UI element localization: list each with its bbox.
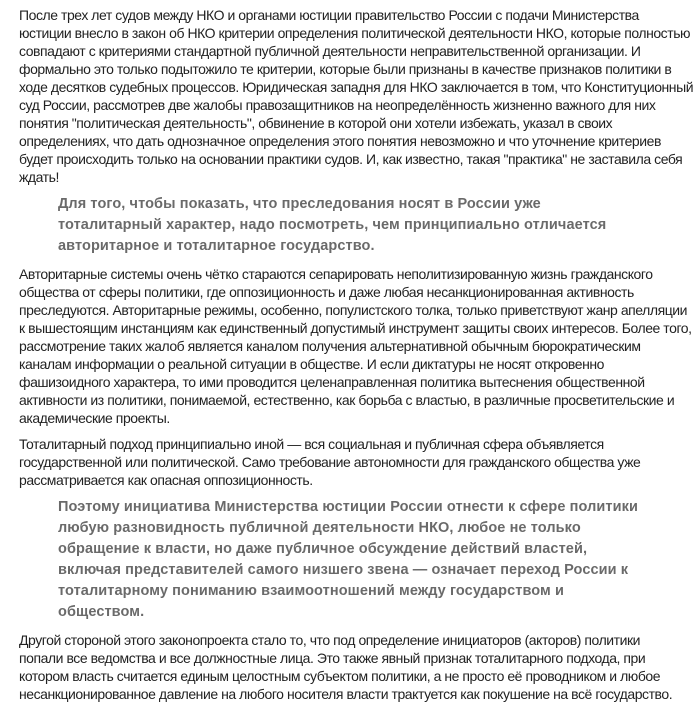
text-line: попали все ведомства и все должностные лица. Это также явный признак тоталитарного подхода, при [19,650,646,666]
text-line: юстиции внесло в закон об НКО критерии определения политической деятельности НКО, которые полностью [19,25,691,41]
text-line: общества от сферы политики, где оппозиционность и даже любая несанкционированная активность [19,284,634,300]
text-line: фашизоидного характера, то ими проводится целенаправленная политика вытеснения общественной [19,374,645,390]
text-line: академические проекты. [19,410,170,426]
text-line: включая представителей самого низшего звена — означает переход России к [58,562,629,578]
pull-quote [0,497,700,623]
pull-quote [0,194,700,257]
paragraph [0,435,700,489]
text-line: формально это только подытожило те критерии, которые были признаны в качестве признаков политики в [19,61,672,77]
text-line: государственной или политической. Само требование автономности для гражданского общества уже [19,454,641,470]
text-line: к вышестоящим инстанциям как единственный допустимый инструмент защиты своих интересов. Более того, [19,320,692,336]
paragraph [0,265,700,427]
paragraph [0,631,700,703]
text-line: будет происходить только на основании практики судов. И, как известно, такая "практика" не заставила себя [19,151,683,167]
text-line: суд России, рассмотрев две жалобы правозащитников на неопределённость жизненно важного для них [19,97,656,113]
text-line: котором власть считается единым целостным субъектом политики, а не просто её проводником и любое [19,668,661,684]
text-line: Для того, чтобы показать, что преследования носят в России уже [58,196,541,212]
text-line: тоталитарному пониманию взаимоотношений между государством и [58,583,565,599]
text-line: Другой стороной этого законопроекта стало то, что под определение инициаторов (акторов) политики [19,632,641,648]
text-line: каналам информации о реальной ситуации в обществе. И если диктатуры не носят откровенно [19,356,604,372]
text-line: обращение к власти, но даже публичное обсуждение действий властей, [58,541,588,557]
text-line: обществом. [58,604,145,620]
text-line: рассмотрение таких жалоб является каналом получения альтернативной обычным бюрократическим [19,338,641,354]
text-line: ходе десятков судебных процессов. Юридическая западня для НКО заключается в том, что Конституционный [19,79,694,95]
text-line: авторитарное и тоталитарное государство. [58,238,375,254]
text-line: активности из политики, понимаемой, естественно, как борьба с властью, в различные просветительские и [19,392,675,408]
text-line: любую разновидность публичной деятельности НКО, любое не только [58,520,581,536]
text-line: Поэтому инициатива Министерства юстиции России отнести к сфере политики [58,499,639,515]
text-line: преследуются. Авторитарные режимы, особенно, популистского толка, только приветствуют жанр апелляции [19,302,688,318]
text-line: понятия "политическая деятельность", обвинение в которой они хотели избежать, указал в своих [19,115,613,131]
text-line: рассматривается как опасная оппозиционность. [19,472,313,488]
text-line: совпадают с критериями стандартной публичной деятельности неправительственной организации. И [19,43,641,59]
paragraph [0,6,700,186]
text-line: Авторитарные системы очень чётко стараются сепарировать неполитизированную жизнь гражданского [19,266,653,282]
text-line: несанкционированное давление на любого носителя власти трактуется как покушение на всё государство. [19,686,673,702]
text-line: Тоталитарный подход принципиально иной — вся социальная и публичная сфера объявляется [19,436,604,452]
text-line: ждать! [19,169,59,185]
text-line: определениях, что дать однозначное определения этого понятия невозможно и что уточнение критериев [19,133,661,149]
text-line: После трех лет судов между НКО и органами юстиции правительство России с подачи Министерства [19,7,639,23]
text-line: тоталитарный характер, надо посмотреть, чем принципиально отличается [58,217,607,233]
